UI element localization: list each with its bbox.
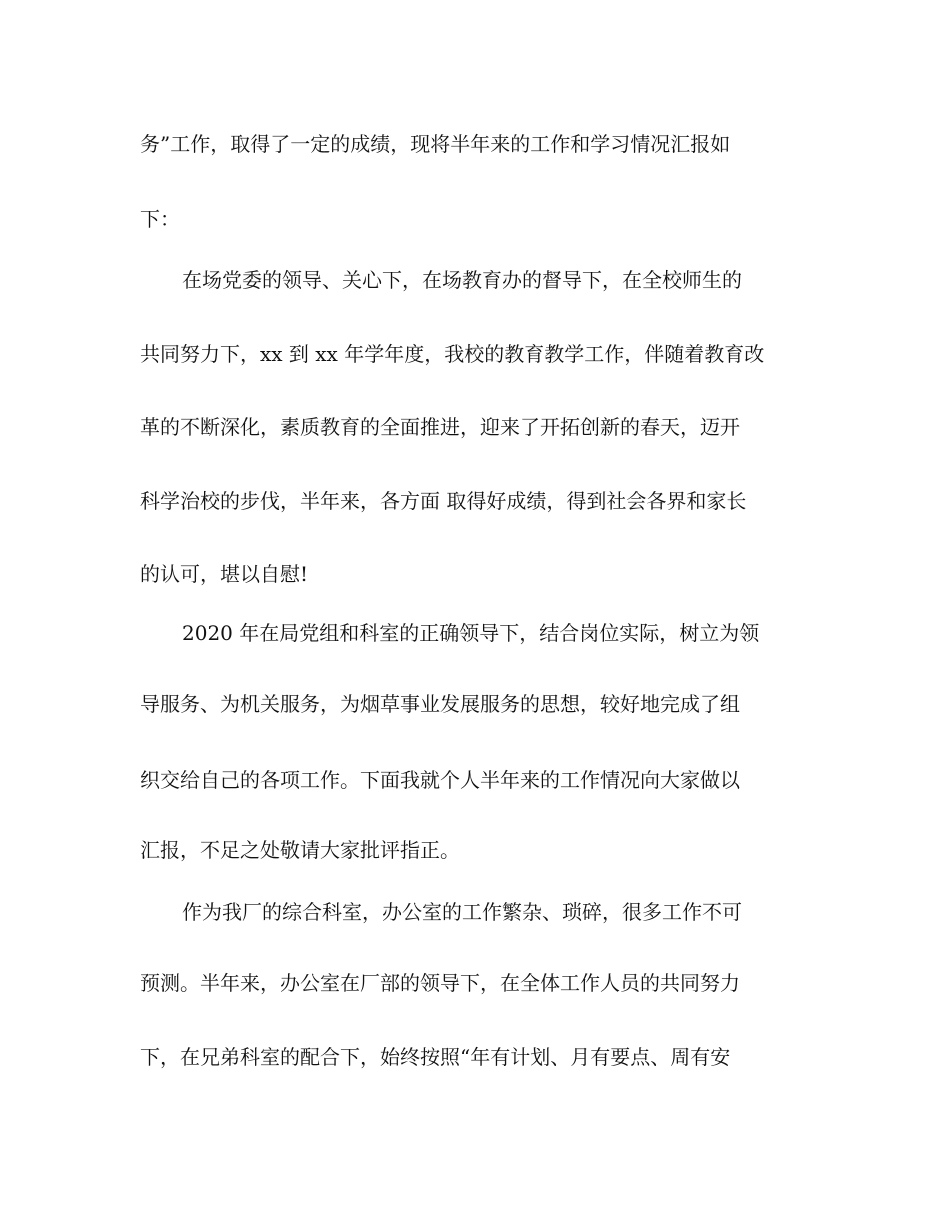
text-line: 预测。半年来，办公室在厂部的领导下，在全体工作人员的共同努力 [140, 971, 740, 995]
text-line: 下： [140, 207, 180, 231]
text-line: 共同努力下，xx 到 xx 年学年度，我校的教育教学工作，伴随着教育改 [140, 342, 765, 366]
paragraph-first-line: 在场党委的领导、关心下，在场教育办的督导下，在全校师生的 [182, 268, 742, 292]
text-line: 织交给自己的各项工作。下面我就个人半年来的工作情况向大家做以 [140, 768, 740, 792]
text-line: 科学治校的步伐，半年来，各方面 取得好成绩，得到社会各界和家长 [140, 489, 747, 513]
text-line: 的认可，堪以自慰! [140, 562, 309, 586]
text-line: 务”工作，取得了一定的成绩，现将半年来的工作和学习情况汇报如 [140, 132, 731, 156]
paragraph-first-line: 作为我厂的综合科室，办公室的工作繁杂、琐碎，很多工作不可 [182, 900, 742, 924]
paragraph-first-line: 2020 年在局党组和科室的正确领导下，结合岗位实际，树立为领 [182, 621, 760, 645]
text-line: 汇报，不足之处敬请大家批评指正。 [140, 838, 460, 862]
text-line: 下，在兄弟科室的配合下，始终按照“年有计划、月有要点、周有安 [140, 1045, 731, 1069]
text-line: 导服务、为机关服务，为烟草事业发展服务的思想，较好地完成了组 [140, 692, 740, 716]
text-line: 革的不断深化，素质教育的全面推进，迎来了开拓创新的春天，迈开 [140, 415, 740, 439]
